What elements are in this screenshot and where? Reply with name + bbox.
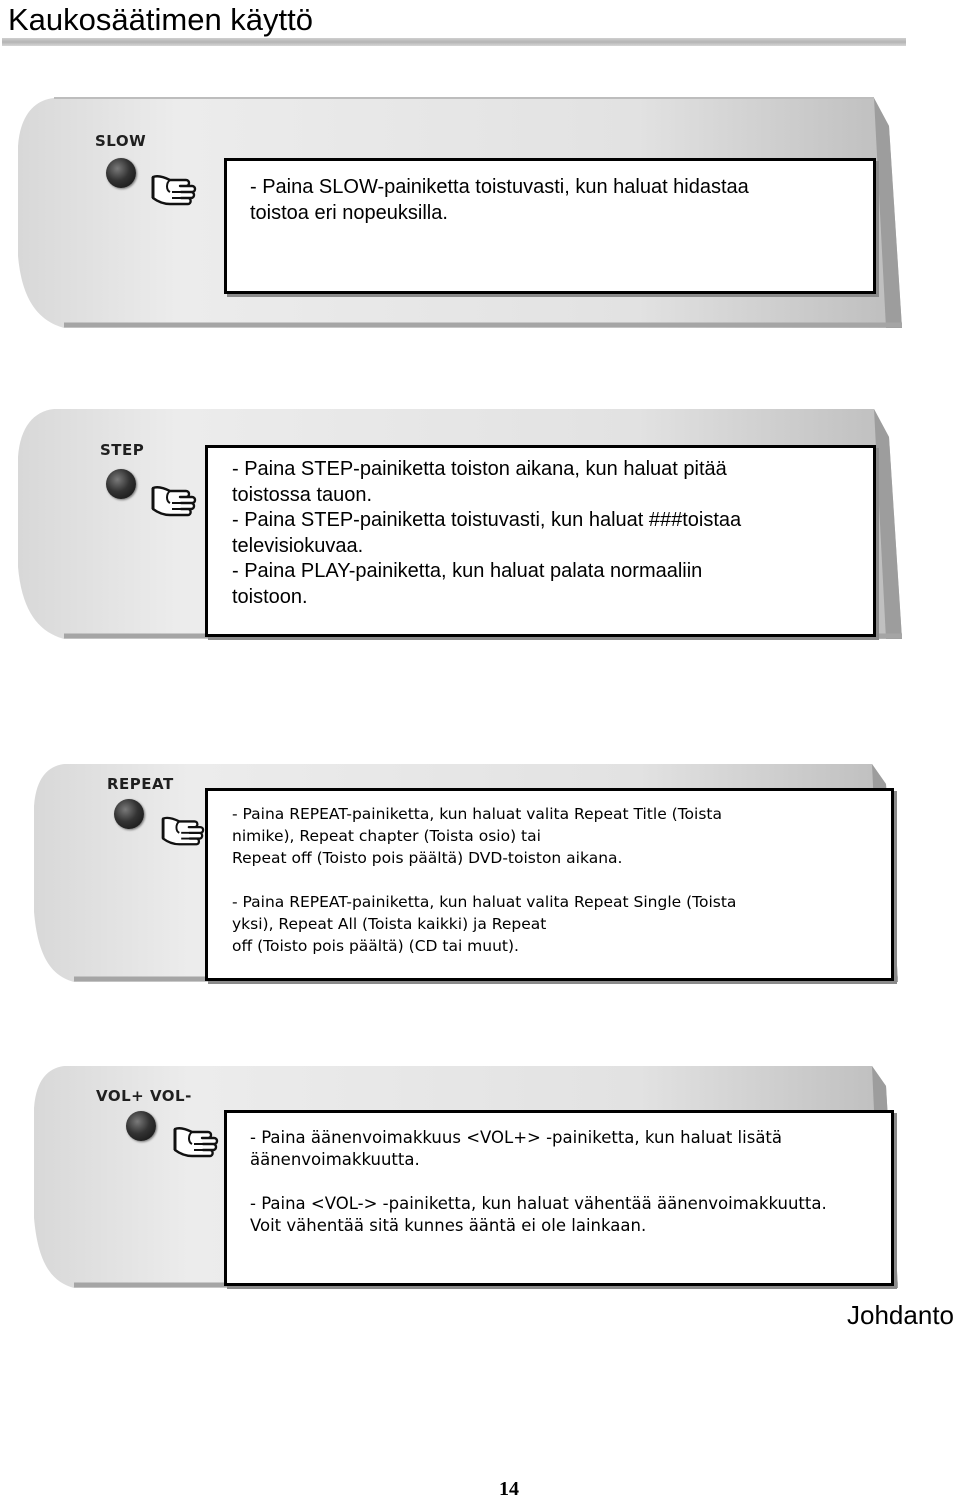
vol-button-label: VOL+ VOL- bbox=[96, 1087, 192, 1105]
title-rule bbox=[2, 38, 906, 46]
slow-description-box bbox=[224, 158, 876, 294]
vol-description-box bbox=[224, 1110, 894, 1286]
slow-button[interactable] bbox=[106, 158, 136, 188]
page-number: 14 bbox=[499, 1478, 519, 1500]
step-button-label: STEP bbox=[100, 441, 145, 459]
step-text-line-5: - Paina PLAY-painiketta, kun haluat palata normaaliin bbox=[232, 560, 703, 582]
page-title: Kaukosäätimen käyttö bbox=[8, 2, 314, 37]
step-text-line-6: toistoon. bbox=[232, 585, 308, 608]
repeat-button[interactable] bbox=[114, 799, 144, 829]
repeat-description-box bbox=[205, 788, 894, 981]
vol-para2-line-2: Voit vähentää sitä kunnes ääntä ei ole lainkaan. bbox=[250, 1216, 647, 1235]
repeat-para2-line-1: - Paina REPEAT-painiketta, kun haluat valita Repeat Single (Toista bbox=[232, 893, 737, 911]
pointing-hand-icon bbox=[150, 479, 202, 521]
slow-button-label: SLOW bbox=[95, 132, 147, 150]
repeat-para2-line-2: yksi), Repeat All (Toista kaikki) ja Repeat bbox=[232, 915, 547, 933]
vol-para1-line-1: - Paina äänenvoimakkuus <VOL+> -painiketta, kun haluat lisätä bbox=[250, 1128, 783, 1147]
pointing-hand-icon bbox=[150, 168, 202, 210]
repeat-para1-line-3: Repeat off (Toisto pois päältä) DVD-toiston aikana. bbox=[232, 849, 623, 867]
slow-text-line-1: - Paina SLOW-painiketta toistuvasti, kun haluat hidastaa bbox=[250, 176, 749, 198]
repeat-para1-line-1: - Paina REPEAT-painiketta, kun haluat valita Repeat Title (Toista bbox=[232, 805, 722, 823]
repeat-para1-line-2: nimike), Repeat chapter (Toista osio) tai bbox=[232, 827, 541, 845]
pointing-hand-icon bbox=[172, 1120, 224, 1162]
step-text-line-3: - Paina STEP-painiketta toistuvasti, kun haluat ###toistaa bbox=[232, 509, 742, 531]
slow-text-line-2: toistoa eri nopeuksilla. bbox=[250, 201, 448, 224]
slow-section bbox=[0, 96, 960, 331]
vol-para1-line-2: äänenvoimakkuutta. bbox=[250, 1150, 420, 1169]
repeat-para2-line-3: off (Toisto pois päältä) (CD tai muut). bbox=[232, 937, 519, 955]
pointing-hand-icon bbox=[160, 810, 210, 850]
section-label: Johdanto bbox=[847, 1300, 954, 1330]
vol-button[interactable] bbox=[126, 1111, 156, 1141]
step-text-line-1: - Paina STEP-painiketta toiston aikana, kun haluat pitää bbox=[232, 458, 727, 480]
step-description-box bbox=[205, 445, 876, 637]
step-text-line-2: toistossa tauon. bbox=[232, 483, 373, 506]
vol-para2-line-1: - Paina <VOL-> -painiketta, kun haluat vähentää äänenvoimakkuutta. bbox=[250, 1194, 827, 1213]
vol-section bbox=[0, 1064, 960, 1294]
step-section bbox=[0, 407, 960, 643]
step-button[interactable] bbox=[106, 469, 136, 499]
repeat-section bbox=[0, 762, 960, 987]
step-text-line-4: televisiokuvaa. bbox=[232, 534, 364, 557]
repeat-button-label: REPEAT bbox=[107, 775, 174, 793]
